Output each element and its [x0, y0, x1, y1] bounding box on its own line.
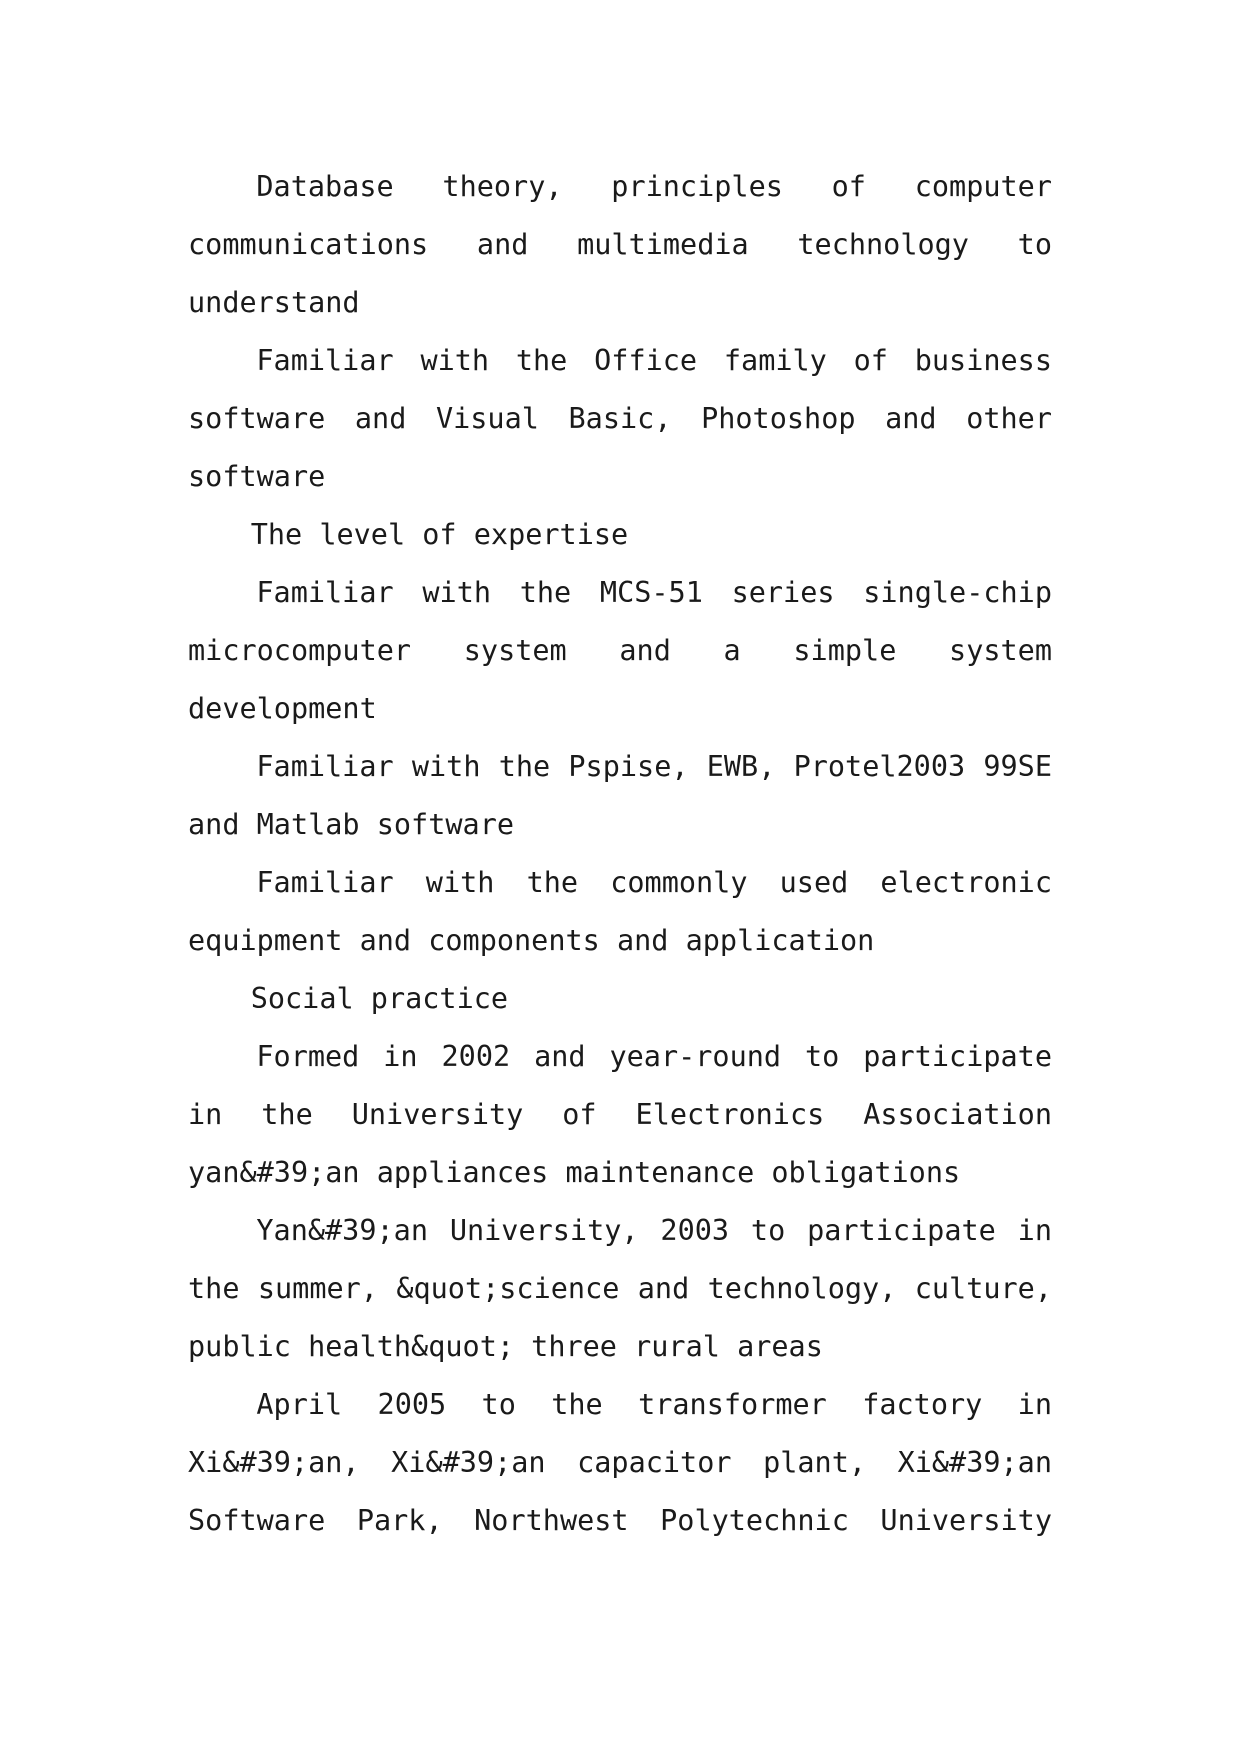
- section-heading-social-practice: Social practice: [250, 982, 509, 1015]
- paragraph-electronics-association: Formed in 2002 and year-round to participate in the University of Electronics Association yan&#39;an appliances maintenance obligations: [188, 1040, 1052, 1189]
- paragraph-pspise: Familiar with the Pspise, EWB, Protel2003 99SE and Matlab software: [188, 750, 1052, 841]
- section-heading-expertise: The level of expertise: [250, 518, 629, 551]
- paragraph-office-software: Familiar with the Office family of business software and Visual Basic, Photoshop and other software: [188, 344, 1052, 493]
- paragraph-mcs51: Familiar with the MCS-51 series single-chip microcomputer system and a simple system development: [188, 576, 1052, 725]
- paragraph-database-theory: Database theory, principles of computer communications and multimedia technology to understand: [188, 170, 1052, 319]
- document-body: [188, 158, 1052, 1550]
- paragraph-april-2005: April 2005 to the transformer factory in Xi&#39;an, Xi&#39;an capacitor plant, Xi&#39;an Software Park, Northwest Polytechnic University: [188, 1388, 1052, 1537]
- paragraph-electronic-equipment: Familiar with the commonly used electronic equipment and components and application: [188, 866, 1052, 957]
- paragraph-yanan-university: Yan&#39;an University, 2003 to participate in the summer, &quot;science and technology, culture, public health&quot; three rural areas: [188, 1214, 1052, 1363]
